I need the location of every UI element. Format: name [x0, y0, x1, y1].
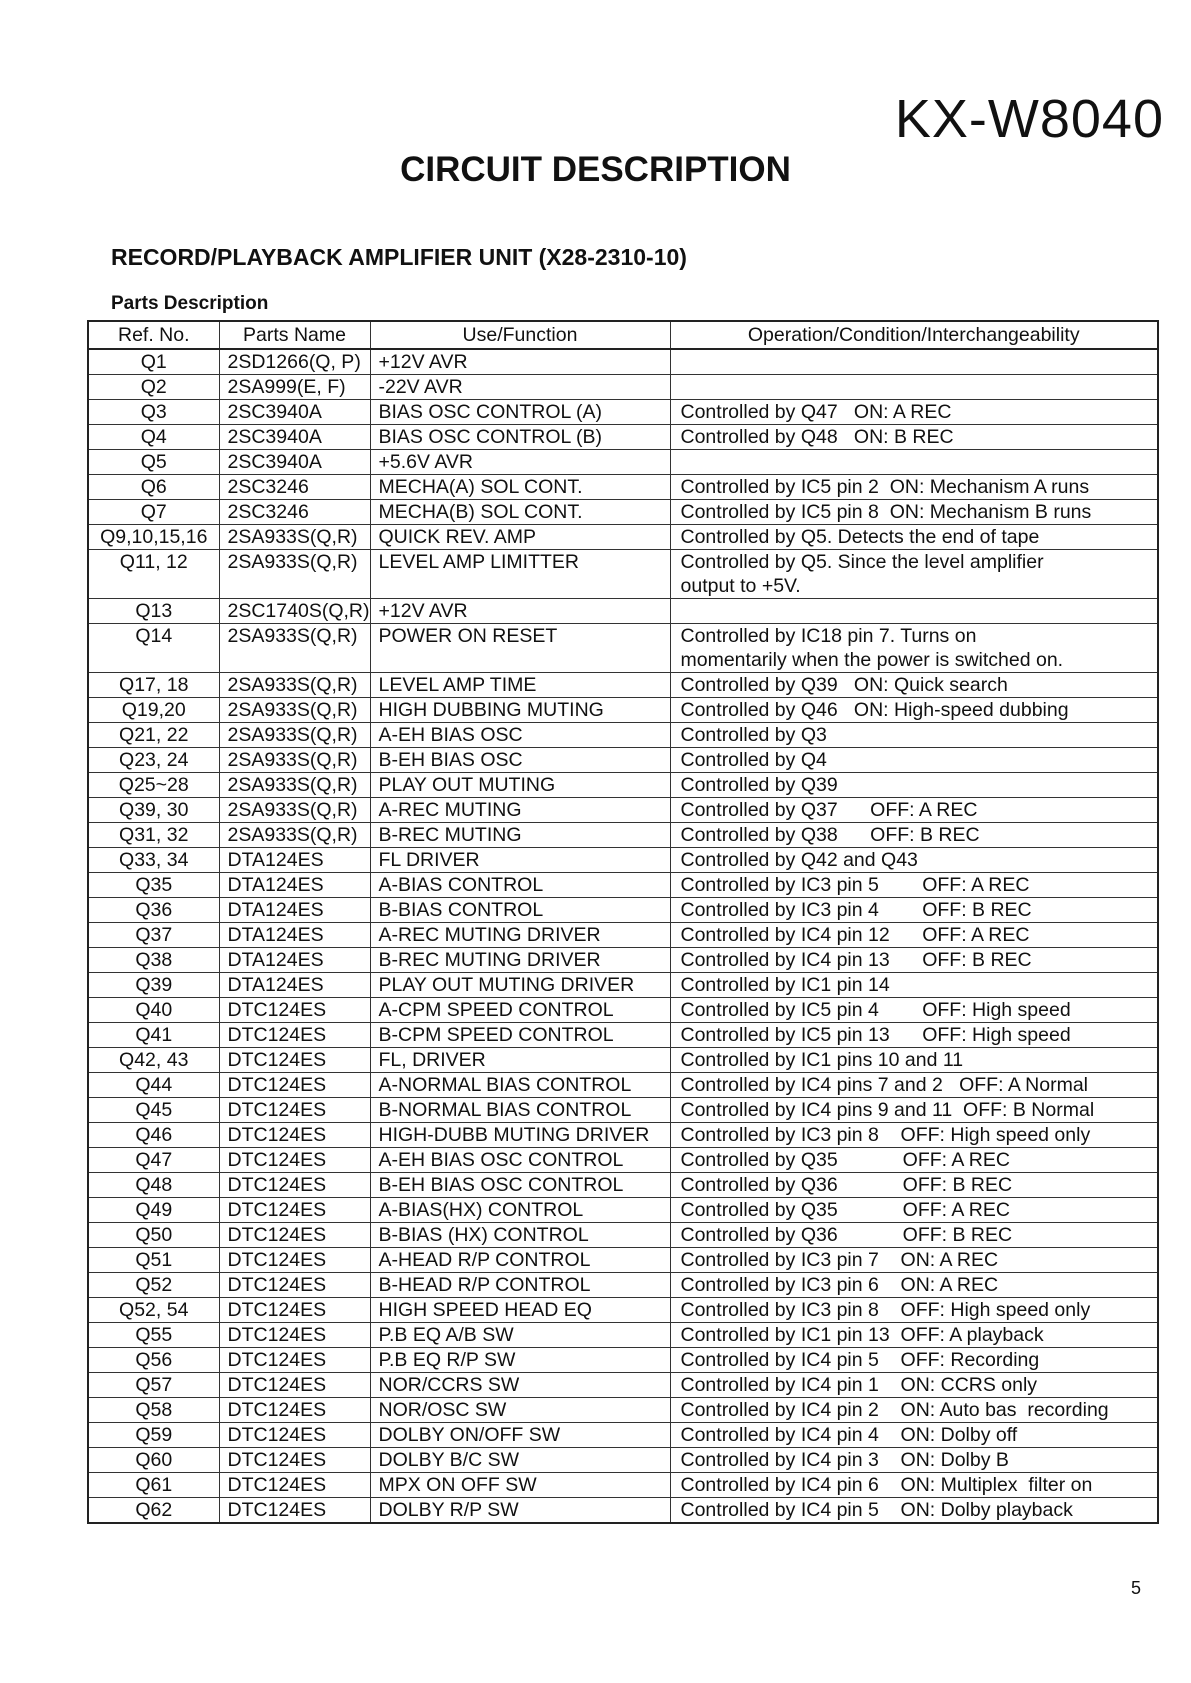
cell-ref-no: Q51: [88, 1248, 219, 1273]
cell-ref-no: Q11, 12: [88, 550, 219, 599]
cell-operation: Controlled by IC4 pin 13 OFF: B REC: [670, 948, 1158, 973]
cell-use-function: FL DRIVER: [370, 848, 670, 873]
table-row: [88, 1223, 1158, 1248]
cell-use-function: B-REC MUTING: [370, 823, 670, 848]
cell-parts-name: 2SA933S(Q,R): [219, 748, 370, 773]
cell-operation: Controlled by IC5 pin 4 OFF: High speed: [670, 998, 1158, 1023]
cell-use-function: MECHA(A) SOL CONT.: [370, 475, 670, 500]
cell-use-function: A-REC MUTING: [370, 798, 670, 823]
cell-parts-name: 2SD1266(Q, P): [219, 349, 370, 375]
cell-parts-name: DTC124ES: [219, 998, 370, 1023]
table-row: [88, 500, 1158, 525]
cell-ref-no: Q7: [88, 500, 219, 525]
cell-use-function: DOLBY B/C SW: [370, 1448, 670, 1473]
table-row: [88, 475, 1158, 500]
cell-operation: Controlled by IC5 pin 8 ON: Mechanism B runs: [670, 500, 1158, 525]
cell-operation: Controlled by IC5 pin 2 ON: Mechanism A runs: [670, 475, 1158, 500]
cell-ref-no: Q41: [88, 1023, 219, 1048]
cell-use-function: P.B EQ R/P SW: [370, 1348, 670, 1373]
cell-parts-name: 2SA933S(Q,R): [219, 550, 370, 599]
table-row: [88, 1423, 1158, 1448]
cell-parts-name: DTC124ES: [219, 1098, 370, 1123]
cell-use-function: A-BIAS(HX) CONTROL: [370, 1198, 670, 1223]
cell-ref-no: Q36: [88, 898, 219, 923]
cell-operation: Controlled by Q46 ON: High-speed dubbing: [670, 698, 1158, 723]
cell-ref-no: Q3: [88, 400, 219, 425]
table-row: [88, 898, 1158, 923]
cell-parts-name: DTC124ES: [219, 1223, 370, 1248]
table-row: [88, 998, 1158, 1023]
table-row: [88, 1373, 1158, 1398]
cell-use-function: A-REC MUTING DRIVER: [370, 923, 670, 948]
table-row: [88, 723, 1158, 748]
table-row: [88, 873, 1158, 898]
cell-use-function: B-BIAS (HX) CONTROL: [370, 1223, 670, 1248]
cell-use-function: B-HEAD R/P CONTROL: [370, 1273, 670, 1298]
cell-use-function: B-EH BIAS OSC CONTROL: [370, 1173, 670, 1198]
cell-parts-name: 2SA933S(Q,R): [219, 798, 370, 823]
table-row: [88, 450, 1158, 475]
cell-parts-name: DTC124ES: [219, 1348, 370, 1373]
cell-parts-name: DTC124ES: [219, 1473, 370, 1498]
table-row: [88, 349, 1158, 375]
cell-use-function: MPX ON OFF SW: [370, 1473, 670, 1498]
cell-ref-no: Q62: [88, 1498, 219, 1524]
cell-use-function: B-BIAS CONTROL: [370, 898, 670, 923]
cell-ref-no: Q52: [88, 1273, 219, 1298]
cell-operation: Controlled by Q36 OFF: B REC: [670, 1173, 1158, 1198]
table-row: [88, 1348, 1158, 1373]
table-row: [88, 1198, 1158, 1223]
cell-parts-name: DTA124ES: [219, 973, 370, 998]
cell-ref-no: Q45: [88, 1098, 219, 1123]
cell-use-function: A-CPM SPEED CONTROL: [370, 998, 670, 1023]
cell-ref-no: Q31, 32: [88, 823, 219, 848]
cell-use-function: A-HEAD R/P CONTROL: [370, 1248, 670, 1273]
cell-ref-no: Q39: [88, 973, 219, 998]
cell-parts-name: DTC124ES: [219, 1448, 370, 1473]
table-row: [88, 1273, 1158, 1298]
cell-parts-name: DTC124ES: [219, 1273, 370, 1298]
cell-parts-name: DTC124ES: [219, 1298, 370, 1323]
cell-parts-name: DTC124ES: [219, 1073, 370, 1098]
cell-operation: Controlled by IC4 pin 5 OFF: Recording: [670, 1348, 1158, 1373]
cell-parts-name: 2SA933S(Q,R): [219, 823, 370, 848]
table-row: [88, 923, 1158, 948]
cell-ref-no: Q14: [88, 624, 219, 673]
table-row: [88, 375, 1158, 400]
cell-operation: Controlled by Q4: [670, 748, 1158, 773]
cell-ref-no: Q21, 22: [88, 723, 219, 748]
cell-ref-no: Q46: [88, 1123, 219, 1148]
cell-use-function: NOR/CCRS SW: [370, 1373, 670, 1398]
cell-parts-name: DTC124ES: [219, 1148, 370, 1173]
cell-ref-no: Q55: [88, 1323, 219, 1348]
cell-parts-name: DTC124ES: [219, 1323, 370, 1348]
cell-ref-no: Q58: [88, 1398, 219, 1423]
table-header-row: [88, 321, 1158, 349]
cell-use-function: LEVEL AMP TIME: [370, 673, 670, 698]
cell-operation: Controlled by Q47 ON: A REC: [670, 400, 1158, 425]
table-row: [88, 599, 1158, 624]
cell-ref-no: Q2: [88, 375, 219, 400]
cell-operation: Controlled by IC4 pins 9 and 11 OFF: B Normal: [670, 1098, 1158, 1123]
cell-operation: Controlled by Q5. Since the level amplifier output to +5V.: [670, 550, 1158, 599]
cell-parts-name: DTA124ES: [219, 848, 370, 873]
cell-use-function: HIGH-DUBB MUTING DRIVER: [370, 1123, 670, 1148]
table-row: [88, 1048, 1158, 1073]
table-row: [88, 624, 1158, 673]
section-subtitle: Parts Description: [111, 293, 269, 314]
cell-ref-no: Q9,10,15,16: [88, 525, 219, 550]
cell-ref-no: Q1: [88, 349, 219, 375]
cell-parts-name: 2SC3246: [219, 500, 370, 525]
cell-ref-no: Q56: [88, 1348, 219, 1373]
cell-operation: Controlled by IC4 pin 3 ON: Dolby B: [670, 1448, 1158, 1473]
cell-use-function: QUICK REV. AMP: [370, 525, 670, 550]
cell-parts-name: DTA124ES: [219, 898, 370, 923]
table-row: [88, 1023, 1158, 1048]
cell-operation: Controlled by Q35 OFF: A REC: [670, 1148, 1158, 1173]
page-number: 5: [1130, 1578, 1141, 1598]
cell-operation: Controlled by Q39 ON: Quick search: [670, 673, 1158, 698]
table-row: [88, 1173, 1158, 1198]
cell-use-function: MECHA(B) SOL CONT.: [370, 500, 670, 525]
table-row: [88, 1073, 1158, 1098]
cell-operation: [670, 599, 1158, 624]
cell-use-function: -22V AVR: [370, 375, 670, 400]
cell-ref-no: Q13: [88, 599, 219, 624]
cell-operation: [670, 375, 1158, 400]
cell-parts-name: DTA124ES: [219, 873, 370, 898]
table-body: [88, 349, 1158, 1523]
cell-use-function: PLAY OUT MUTING DRIVER: [370, 973, 670, 998]
cell-use-function: POWER ON RESET: [370, 624, 670, 673]
cell-use-function: P.B EQ A/B SW: [370, 1323, 670, 1348]
cell-ref-no: Q47: [88, 1148, 219, 1173]
cell-operation: [670, 349, 1158, 375]
cell-operation: Controlled by Q3: [670, 723, 1158, 748]
cell-operation: Controlled by Q35 OFF: A REC: [670, 1198, 1158, 1223]
cell-operation: Controlled by Q42 and Q43: [670, 848, 1158, 873]
cell-parts-name: DTC124ES: [219, 1373, 370, 1398]
cell-use-function: FL, DRIVER: [370, 1048, 670, 1073]
cell-operation: Controlled by IC18 pin 7. Turns on momentarily when the power is switched on.: [670, 624, 1158, 673]
table-row: [88, 1098, 1158, 1123]
cell-use-function: A-EH BIAS OSC CONTROL: [370, 1148, 670, 1173]
cell-ref-no: Q39, 30: [88, 798, 219, 823]
cell-use-function: BIAS OSC CONTROL (B): [370, 425, 670, 450]
cell-ref-no: Q40: [88, 998, 219, 1023]
cell-operation: Controlled by IC5 pin 13 OFF: High speed: [670, 1023, 1158, 1048]
cell-operation: Controlled by IC3 pin 4 OFF: B REC: [670, 898, 1158, 923]
cell-operation: Controlled by IC4 pin 1 ON: CCRS only: [670, 1373, 1158, 1398]
cell-use-function: HIGH DUBBING MUTING: [370, 698, 670, 723]
cell-ref-no: Q25~28: [88, 773, 219, 798]
cell-parts-name: 2SC3940A: [219, 450, 370, 475]
table-row: [88, 973, 1158, 998]
cell-operation: Controlled by IC4 pin 12 OFF: A REC: [670, 923, 1158, 948]
table-row: [88, 1398, 1158, 1423]
table-row: [88, 425, 1158, 450]
cell-parts-name: 2SA933S(Q,R): [219, 525, 370, 550]
cell-ref-no: Q49: [88, 1198, 219, 1223]
cell-use-function: LEVEL AMP LIMITTER: [370, 550, 670, 599]
cell-ref-no: Q50: [88, 1223, 219, 1248]
cell-ref-no: Q60: [88, 1448, 219, 1473]
cell-operation: Controlled by IC4 pin 4 ON: Dolby off: [670, 1423, 1158, 1448]
cell-use-function: B-NORMAL BIAS CONTROL: [370, 1098, 670, 1123]
cell-parts-name: DTC124ES: [219, 1123, 370, 1148]
header-operation: Operation/Condition/Interchangeability: [670, 321, 1158, 349]
cell-use-function: B-REC MUTING DRIVER: [370, 948, 670, 973]
cell-parts-name: DTA124ES: [219, 923, 370, 948]
cell-parts-name: DTC124ES: [219, 1248, 370, 1273]
cell-parts-name: DTC124ES: [219, 1498, 370, 1524]
cell-parts-name: DTA124ES: [219, 948, 370, 973]
cell-ref-no: Q17, 18: [88, 673, 219, 698]
header-parts-name: Parts Name: [219, 321, 370, 349]
table-row: [88, 748, 1158, 773]
cell-use-function: BIAS OSC CONTROL (A): [370, 400, 670, 425]
header-ref-no: Ref. No.: [88, 321, 219, 349]
cell-operation: Controlled by Q38 OFF: B REC: [670, 823, 1158, 848]
table-row: [88, 1248, 1158, 1273]
cell-use-function: DOLBY R/P SW: [370, 1498, 670, 1524]
parts-description-table: [87, 320, 1159, 1524]
cell-use-function: NOR/OSC SW: [370, 1398, 670, 1423]
cell-operation: Controlled by IC3 pin 8 OFF: High speed only: [670, 1298, 1158, 1323]
cell-ref-no: Q61: [88, 1473, 219, 1498]
cell-ref-no: Q57: [88, 1373, 219, 1398]
table-row: [88, 673, 1158, 698]
cell-operation: Controlled by IC4 pin 5 ON: Dolby playback: [670, 1498, 1158, 1524]
cell-ref-no: Q5: [88, 450, 219, 475]
cell-operation: Controlled by Q39: [670, 773, 1158, 798]
cell-operation: Controlled by Q5. Detects the end of tape: [670, 525, 1158, 550]
cell-parts-name: DTC124ES: [219, 1048, 370, 1073]
table-row: [88, 848, 1158, 873]
cell-operation: Controlled by IC3 pin 7 ON: A REC: [670, 1248, 1158, 1273]
cell-ref-no: Q59: [88, 1423, 219, 1448]
cell-operation: Controlled by IC4 pins 7 and 2 OFF: A Normal: [670, 1073, 1158, 1098]
cell-parts-name: DTC124ES: [219, 1198, 370, 1223]
cell-use-function: A-EH BIAS OSC: [370, 723, 670, 748]
cell-parts-name: DTC124ES: [219, 1173, 370, 1198]
cell-operation: Controlled by IC3 pin 6 ON: A REC: [670, 1273, 1158, 1298]
cell-operation: Controlled by IC1 pin 13 OFF: A playback: [670, 1323, 1158, 1348]
cell-use-function: HIGH SPEED HEAD EQ: [370, 1298, 670, 1323]
cell-ref-no: Q44: [88, 1073, 219, 1098]
cell-operation: Controlled by Q37 OFF: A REC: [670, 798, 1158, 823]
cell-parts-name: 2SA999(E, F): [219, 375, 370, 400]
cell-parts-name: 2SA933S(Q,R): [219, 773, 370, 798]
cell-operation: Controlled by IC4 pin 2 ON: Auto bas recording: [670, 1398, 1158, 1423]
table-row: [88, 1298, 1158, 1323]
table-row: [88, 948, 1158, 973]
cell-ref-no: Q52, 54: [88, 1298, 219, 1323]
section-title: RECORD/PLAYBACK AMPLIFIER UNIT (X28-2310-10): [111, 244, 687, 270]
cell-parts-name: 2SA933S(Q,R): [219, 673, 370, 698]
cell-ref-no: Q33, 34: [88, 848, 219, 873]
cell-operation: Controlled by IC3 pin 8 OFF: High speed only: [670, 1123, 1158, 1148]
cell-operation: [670, 450, 1158, 475]
cell-parts-name: 2SA933S(Q,R): [219, 723, 370, 748]
cell-operation: Controlled by Q48 ON: B REC: [670, 425, 1158, 450]
table-row: [88, 550, 1158, 599]
table-row: [88, 400, 1158, 425]
cell-use-function: +5.6V AVR: [370, 450, 670, 475]
cell-ref-no: Q37: [88, 923, 219, 948]
cell-operation: Controlled by IC4 pin 6 ON: Multiplex filter on: [670, 1473, 1158, 1498]
table-row: [88, 1123, 1158, 1148]
table-row: [88, 1148, 1158, 1173]
cell-operation: Controlled by IC1 pins 10 and 11: [670, 1048, 1158, 1073]
cell-operation: Controlled by Q36 OFF: B REC: [670, 1223, 1158, 1248]
header-use-function: Use/Function: [370, 321, 670, 349]
cell-parts-name: DTC124ES: [219, 1423, 370, 1448]
cell-ref-no: Q48: [88, 1173, 219, 1198]
table-row: [88, 798, 1158, 823]
cell-operation: Controlled by IC1 pin 14: [670, 973, 1158, 998]
cell-parts-name: 2SC1740S(Q,R): [219, 599, 370, 624]
cell-parts-name: 2SC3940A: [219, 425, 370, 450]
cell-parts-name: 2SA933S(Q,R): [219, 698, 370, 723]
table-row: [88, 1448, 1158, 1473]
cell-use-function: A-BIAS CONTROL: [370, 873, 670, 898]
cell-parts-name: DTC124ES: [219, 1023, 370, 1048]
cell-parts-name: 2SC3940A: [219, 400, 370, 425]
cell-ref-no: Q38: [88, 948, 219, 973]
cell-ref-no: Q6: [88, 475, 219, 500]
model-number: KX-W8040: [894, 89, 1164, 149]
cell-operation: Controlled by IC3 pin 5 OFF: A REC: [670, 873, 1158, 898]
table-row: [88, 698, 1158, 723]
cell-ref-no: Q35: [88, 873, 219, 898]
cell-use-function: +12V AVR: [370, 349, 670, 375]
cell-parts-name: DTC124ES: [219, 1398, 370, 1423]
table-row: [88, 1498, 1158, 1524]
table-row: [88, 773, 1158, 798]
cell-ref-no: Q23, 24: [88, 748, 219, 773]
table-row: [88, 1323, 1158, 1348]
cell-ref-no: Q4: [88, 425, 219, 450]
cell-use-function: A-NORMAL BIAS CONTROL: [370, 1073, 670, 1098]
cell-use-function: +12V AVR: [370, 599, 670, 624]
cell-use-function: DOLBY ON/OFF SW: [370, 1423, 670, 1448]
document-title: CIRCUIT DESCRIPTION: [400, 150, 791, 189]
cell-ref-no: Q19,20: [88, 698, 219, 723]
cell-ref-no: Q42, 43: [88, 1048, 219, 1073]
cell-use-function: B-CPM SPEED CONTROL: [370, 1023, 670, 1048]
cell-parts-name: 2SC3246: [219, 475, 370, 500]
table-row: [88, 525, 1158, 550]
cell-parts-name: 2SA933S(Q,R): [219, 624, 370, 673]
cell-use-function: B-EH BIAS OSC: [370, 748, 670, 773]
table-row: [88, 823, 1158, 848]
cell-use-function: PLAY OUT MUTING: [370, 773, 670, 798]
table-row: [88, 1473, 1158, 1498]
